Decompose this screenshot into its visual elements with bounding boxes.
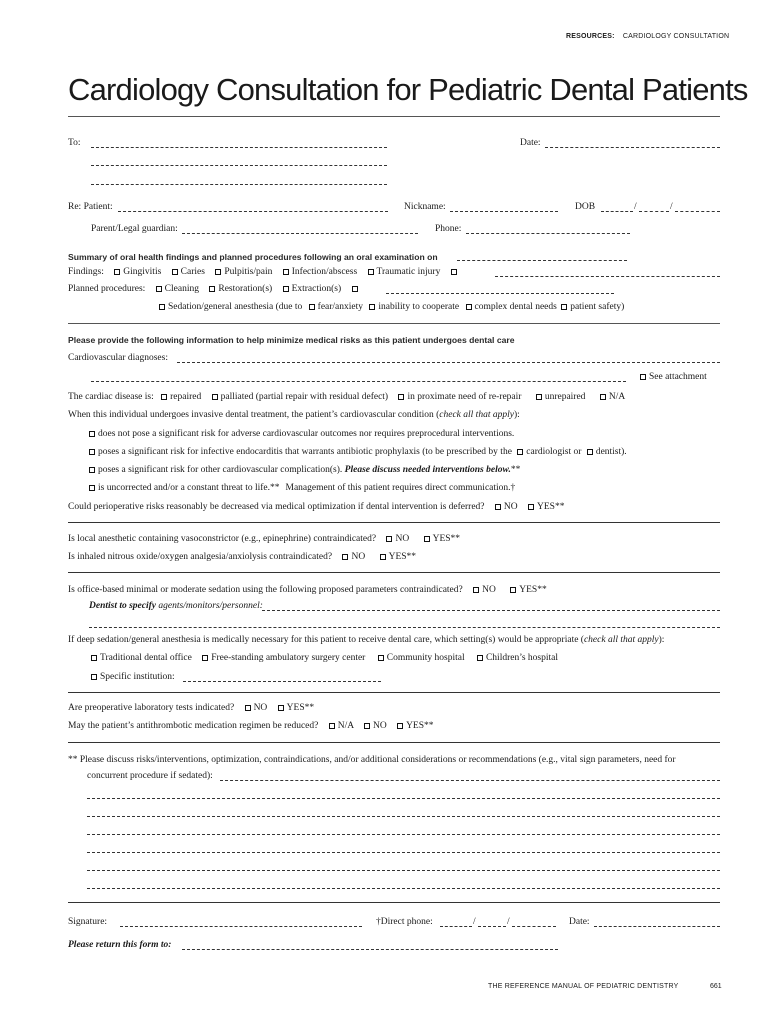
- infection-label: Infection/abscess: [291, 267, 358, 277]
- discuss-field-4[interactable]: [87, 826, 720, 835]
- checkbox-antithrombotic-na[interactable]: [329, 723, 335, 729]
- diagnoses-field-2[interactable]: [91, 373, 626, 382]
- findings-row: [68, 267, 460, 277]
- double-star: **: [450, 534, 461, 544]
- to-field-1[interactable]: [91, 139, 387, 148]
- checkbox-antithrombotic-yes[interactable]: [397, 723, 403, 729]
- see-attachment-label: See attachment: [649, 372, 707, 382]
- checkbox-antithrombotic-no[interactable]: [364, 723, 370, 729]
- header-topic: CARDIOLOGY CONSULTATION: [622, 33, 730, 40]
- sedation-no-label: NO: [482, 585, 496, 595]
- setting-question: [68, 635, 664, 645]
- double-star: **: [554, 502, 565, 512]
- condition-4: [89, 483, 515, 493]
- antithrombotic-no-label: NO: [372, 721, 387, 731]
- direct-phone-area-field[interactable]: [440, 918, 472, 927]
- nickname-label: Nickname:: [404, 202, 446, 212]
- sedation-q-row: [68, 585, 547, 595]
- title-rule: [68, 116, 720, 117]
- section-rule-3: [68, 572, 720, 573]
- repaired-label: repaired: [170, 392, 202, 402]
- extraction-label: Extraction(s): [291, 284, 342, 294]
- checkbox-traumatic-injury[interactable]: [368, 269, 374, 275]
- re-repair-label: in proximate need of re-repair: [407, 392, 522, 402]
- checkbox-palliated[interactable]: [212, 394, 218, 400]
- to-field-2[interactable]: [91, 157, 387, 166]
- antithrombotic-row: [68, 721, 434, 731]
- lab-question: Are preoperative laboratory tests indicated?: [68, 703, 235, 713]
- checkbox-condition-2[interactable]: [89, 449, 95, 455]
- setting-close: ):: [658, 635, 665, 645]
- lab-row: [68, 703, 314, 713]
- checkbox-traditional-office[interactable]: [91, 655, 97, 661]
- checkbox-lab-no[interactable]: [245, 705, 251, 711]
- dob-separator-1: /: [634, 202, 637, 212]
- date-field[interactable]: [545, 139, 720, 148]
- discuss-field-2[interactable]: [87, 790, 720, 799]
- checkbox-condition-4[interactable]: [89, 485, 95, 491]
- checkbox-caries[interactable]: [172, 269, 178, 275]
- planned-row: [68, 284, 361, 294]
- checkbox-condition-1[interactable]: [89, 431, 95, 437]
- phone-separator-1: /: [473, 917, 476, 927]
- antithrombotic-na-label: N/A: [337, 721, 354, 731]
- see-attachment: [640, 372, 707, 382]
- dob-separator-2: /: [670, 202, 673, 212]
- checkbox-lab-yes[interactable]: [278, 705, 284, 711]
- dob-year-field[interactable]: [675, 203, 720, 212]
- diagnoses-label: Cardiovascular diagnoses:: [68, 353, 168, 363]
- condition-3-text: poses a significant risk for other cardiovascular complication(s).: [98, 465, 343, 475]
- optimization-row: [68, 502, 564, 512]
- condition-1-text: does not pose a significant risk for adverse cardiovascular outcomes nor requires preprocedural interventions.: [98, 429, 515, 439]
- nickname-field[interactable]: [450, 203, 558, 212]
- checkbox-complex-needs[interactable]: [466, 304, 472, 310]
- checkbox-disease-na[interactable]: [600, 394, 606, 400]
- specific-field[interactable]: [183, 673, 381, 682]
- check-all-note: check all that apply: [439, 410, 514, 420]
- restoration-label: Restoration(s): [218, 284, 273, 294]
- discuss-field-6[interactable]: [87, 862, 720, 871]
- double-star: **: [304, 703, 315, 713]
- nitrous-yes-label: YES: [388, 552, 407, 562]
- checkbox-dentist[interactable]: [587, 449, 593, 455]
- running-header: [566, 33, 729, 40]
- checkbox-restoration[interactable]: [209, 286, 215, 292]
- dagger-mark: †: [376, 917, 381, 927]
- inability-label: inability to cooperate: [378, 302, 460, 312]
- checkbox-cardiologist[interactable]: [517, 449, 523, 455]
- direct-phone-label: [376, 917, 433, 927]
- sedation-label: Sedation/general anesthesia (due to: [168, 302, 303, 312]
- section-rule-2: [68, 522, 720, 523]
- local-question: Is local anesthetic containing vasoconstrictor (e.g., epinephrine) contraindicated?: [68, 534, 377, 544]
- local-row: [68, 534, 460, 544]
- double-star: **: [424, 721, 434, 731]
- condition-4-text: is uncorrected and/or a constant threat to life.: [98, 483, 270, 493]
- local-no-label: NO: [395, 534, 410, 544]
- double-star: **: [510, 465, 521, 475]
- checkbox-re-repair[interactable]: [398, 394, 404, 400]
- invasive-question: [68, 410, 520, 420]
- phone-label: Phone:: [435, 224, 462, 234]
- discuss-needed: Please discuss needed interventions below.: [344, 465, 511, 475]
- sedation-row: [159, 302, 624, 312]
- optimization-yes-label: YES: [537, 502, 555, 512]
- manual-footer: THE REFERENCE MANUAL OF PEDIATRIC DENTISTRY: [488, 983, 679, 990]
- dentist-specify: Dentist to specify: [89, 601, 157, 611]
- complex-needs-label: complex dental needs: [474, 302, 557, 312]
- optimization-no-label: NO: [503, 502, 518, 512]
- community-hospital-label: Community hospital: [386, 653, 465, 663]
- page-title: Cardiology Consultation for Pediatric Dental Patients: [68, 72, 748, 107]
- fear-anxiety-label: fear/anxiety: [317, 302, 364, 312]
- checkbox-finding-other[interactable]: [451, 269, 457, 275]
- direct-phone-line-field[interactable]: [512, 918, 556, 927]
- guardian-label: Parent/Legal guardian:: [91, 224, 178, 234]
- section-rule-6: [68, 902, 720, 903]
- checkbox-repaired[interactable]: [161, 394, 167, 400]
- checkbox-optimization-yes[interactable]: [528, 504, 534, 510]
- return-to-field[interactable]: [182, 941, 558, 950]
- discuss-line-2: concurrent procedure if sedated):: [87, 771, 213, 781]
- traumatic-injury-label: Traumatic injury: [376, 267, 441, 277]
- direct-phone-prefix-field[interactable]: [478, 918, 506, 927]
- findings-label: Findings:: [68, 267, 104, 277]
- checkbox-gingivitis[interactable]: [114, 269, 120, 275]
- disease-label: The cardiac disease is:: [68, 392, 154, 402]
- checkbox-inability[interactable]: [369, 304, 375, 310]
- antithrombotic-question: May the patient’s antithrombotic medication regimen be reduced?: [68, 721, 319, 731]
- section-rule-5: [68, 742, 720, 743]
- checkbox-nitrous-no[interactable]: [342, 554, 348, 560]
- traditional-office-label: Traditional dental office: [100, 653, 192, 663]
- summary-heading: Summary of oral health findings and planned procedures following an oral examination on: [68, 252, 438, 262]
- to-label: To:: [68, 138, 81, 148]
- condition-2-text: poses a significant risk for infective endocarditis that warrants antibiotic prophylaxis (to be prescribed by the: [98, 447, 512, 457]
- checkbox-pulpitis[interactable]: [215, 269, 221, 275]
- checkbox-sedation-yes[interactable]: [510, 587, 516, 593]
- phone-field[interactable]: [466, 225, 630, 234]
- agents-label: agents/monitors/personnel:: [158, 601, 263, 611]
- double-star: **: [406, 552, 417, 562]
- agents-field-1[interactable]: [262, 602, 720, 611]
- optimization-question: Could perioperative risks reasonably be decreased via medical optimization if dental intervention is deferred?: [68, 502, 485, 512]
- planned-other-field[interactable]: [386, 285, 614, 294]
- antithrombotic-yes-label: YES: [406, 721, 425, 731]
- setting-row: [91, 653, 558, 663]
- page-number: 661: [710, 983, 722, 990]
- ambulatory-center-label: Free-standing ambulatory surgery center: [211, 653, 366, 663]
- lab-yes-label: YES: [286, 703, 305, 713]
- patient-safety-label: patient safety): [570, 302, 625, 312]
- agents-field-2[interactable]: [89, 619, 720, 628]
- double-star: **: [270, 483, 280, 493]
- discuss-field-7[interactable]: [87, 880, 720, 889]
- return-to-label: Please return this form to:: [68, 940, 172, 950]
- checkbox-extraction[interactable]: [283, 286, 289, 292]
- condition-3: [89, 465, 520, 475]
- checkbox-see-attachment[interactable]: [640, 374, 646, 380]
- checkbox-local-yes[interactable]: [424, 536, 430, 542]
- lab-no-label: NO: [253, 703, 268, 713]
- checkbox-cleaning[interactable]: [156, 286, 162, 292]
- double-star: **: [537, 585, 547, 595]
- checkbox-childrens-hospital[interactable]: [477, 655, 483, 661]
- date-label: Date:: [520, 138, 541, 148]
- condition-1: [89, 429, 514, 439]
- gingivitis-label: Gingivitis: [123, 267, 162, 277]
- direct-phone-text: Direct phone:: [380, 917, 433, 927]
- checkbox-planned-other[interactable]: [352, 286, 358, 292]
- signature-date-field[interactable]: [594, 918, 720, 927]
- local-yes-label: YES: [432, 534, 451, 544]
- unrepaired-label: unrepaired: [544, 392, 586, 402]
- checkbox-ambulatory-center[interactable]: [202, 655, 208, 661]
- patient-field[interactable]: [118, 203, 388, 212]
- discuss-field-5[interactable]: [87, 844, 720, 853]
- specific-label: Specific institution:: [100, 672, 175, 682]
- phone-separator-2: /: [507, 917, 510, 927]
- signature-label: Signature:: [68, 917, 108, 927]
- finding-other-field[interactable]: [495, 268, 720, 277]
- discuss-field-1[interactable]: [220, 772, 720, 781]
- dagger-mark: †: [510, 483, 516, 493]
- dob-label: DOB: [575, 202, 596, 212]
- checkbox-infection[interactable]: [283, 269, 289, 275]
- dob-day-field[interactable]: [639, 203, 669, 212]
- discuss-line-1: ** Please discuss risks/interventions, optimization, contraindications, and/or additional considerations or recommendations (e.g., vital sign parameters, need for: [68, 755, 676, 765]
- palliated-label: palliated (partial repair with residual defect): [220, 392, 389, 402]
- cleaning-label: Cleaning: [164, 284, 199, 294]
- nitrous-row: [68, 552, 416, 562]
- planned-label: Planned procedures:: [68, 284, 146, 294]
- signature-field[interactable]: [120, 918, 362, 927]
- invasive-close: ):: [513, 410, 520, 420]
- dentist-label: dentist).: [595, 447, 627, 457]
- checkbox-condition-3[interactable]: [89, 467, 95, 473]
- cardiologist-label: cardiologist or: [526, 447, 582, 457]
- sedation-question: Is office-based minimal or moderate sedation using the following proposed parameters contraindicated?: [68, 585, 463, 595]
- disease-row: [68, 392, 625, 402]
- checkbox-local-no[interactable]: [386, 536, 392, 542]
- checkbox-sedation-no[interactable]: [473, 587, 479, 593]
- guardian-field[interactable]: [182, 225, 418, 234]
- exam-date-field[interactable]: [457, 252, 627, 261]
- signature-date-label: Date:: [569, 917, 590, 927]
- checkbox-unrepaired[interactable]: [536, 394, 542, 400]
- condition-4-after: Management of this patient requires direct communication.: [285, 483, 511, 493]
- specific-row: [91, 672, 175, 682]
- nitrous-no-label: NO: [351, 552, 366, 562]
- specify-row: [89, 601, 263, 611]
- childrens-hospital-label: Children’s hospital: [485, 653, 559, 663]
- nitrous-question: Is inhaled nitrous oxide/oxygen analgesia/anxiolysis contraindicated?: [68, 552, 333, 562]
- setting-text: If deep sedation/general anesthesia is medically necessary for this patient to receive dental care, which setting(s) would be appropriate (: [68, 635, 584, 645]
- cardio-heading: Please provide the following information to help minimize medical risks as this patient undergoes dental care: [68, 335, 515, 345]
- setting-check-all: check all that apply: [583, 635, 659, 645]
- diagnoses-field-1[interactable]: [177, 354, 720, 363]
- caries-label: Caries: [180, 267, 205, 277]
- checkbox-fear-anxiety[interactable]: [309, 304, 315, 310]
- checkbox-specific-institution[interactable]: [91, 674, 97, 680]
- disease-na-label: N/A: [608, 392, 626, 402]
- header-section: RESOURCES:: [566, 33, 615, 40]
- checkbox-sedation[interactable]: [159, 304, 165, 310]
- condition-2: [89, 447, 627, 457]
- patient-label: Re: Patient:: [68, 202, 113, 212]
- section-rule-4: [68, 692, 720, 693]
- checkbox-optimization-no[interactable]: [495, 504, 501, 510]
- invasive-text: When this individual undergoes invasive dental treatment, the patient’s cardiovascular condition (: [68, 410, 440, 420]
- pulpitis-label: Pulpitis/pain: [224, 267, 273, 277]
- checkbox-patient-safety[interactable]: [561, 304, 567, 310]
- checkbox-community-hospital[interactable]: [378, 655, 384, 661]
- dob-month-field[interactable]: [601, 203, 633, 212]
- to-field-3[interactable]: [91, 176, 387, 185]
- checkbox-nitrous-yes[interactable]: [380, 554, 386, 560]
- sedation-yes-label: YES: [519, 585, 538, 595]
- section-rule-1: [68, 323, 720, 324]
- discuss-field-3[interactable]: [87, 808, 720, 817]
